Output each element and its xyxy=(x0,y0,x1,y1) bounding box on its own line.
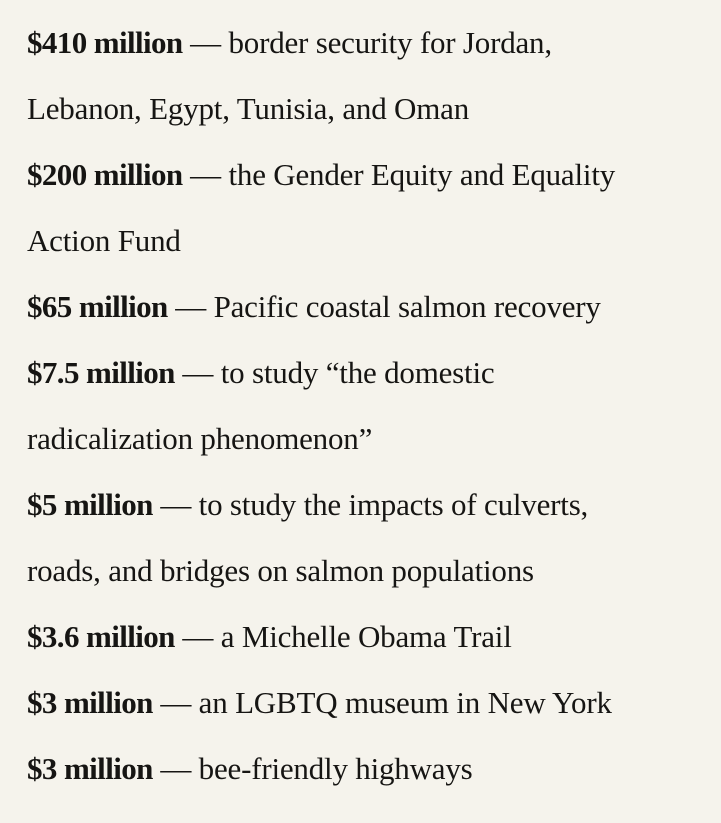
item-continuation-line: Action Fund xyxy=(27,223,181,258)
item-amount: $3 million xyxy=(27,751,153,786)
item-first-line: $5 million — to study the impacts of culverts, xyxy=(27,487,589,522)
item-first-line: $3 million — bee-friendly highways xyxy=(27,751,473,786)
budget-item xyxy=(27,604,703,670)
budget-item xyxy=(27,736,703,802)
item-first-line: $410 million — border security for Jordan, xyxy=(27,25,552,60)
item-amount: $65 million xyxy=(27,289,168,324)
budget-item xyxy=(27,472,703,604)
item-first-line: $3 million — an LGBTQ museum in New York xyxy=(27,685,612,720)
budget-item xyxy=(27,340,703,472)
item-first-line: $200 million — the Gender Equity and Equality xyxy=(27,157,616,192)
item-amount: $200 million xyxy=(27,157,183,192)
budget-item xyxy=(27,10,703,142)
item-amount: $7.5 million xyxy=(27,355,175,390)
item-first-line: $7.5 million — to study “the domestic xyxy=(27,355,495,390)
item-first-line: $65 million — Pacific coastal salmon recovery xyxy=(27,289,601,324)
item-continuation-line: radicalization phenomenon” xyxy=(27,421,373,456)
budget-list xyxy=(27,10,703,802)
item-amount: $3.6 million xyxy=(27,619,175,654)
item-continuation-line: roads, and bridges on salmon populations xyxy=(27,553,534,588)
budget-item xyxy=(27,670,703,736)
budget-item xyxy=(27,274,703,340)
item-first-line: $3.6 million — a Michelle Obama Trail xyxy=(27,619,512,654)
budget-item xyxy=(27,142,703,274)
item-amount: $5 million xyxy=(27,487,153,522)
item-amount: $3 million xyxy=(27,685,153,720)
item-continuation-line: Lebanon, Egypt, Tunisia, and Oman xyxy=(27,91,470,126)
item-amount: $410 million xyxy=(27,25,183,60)
